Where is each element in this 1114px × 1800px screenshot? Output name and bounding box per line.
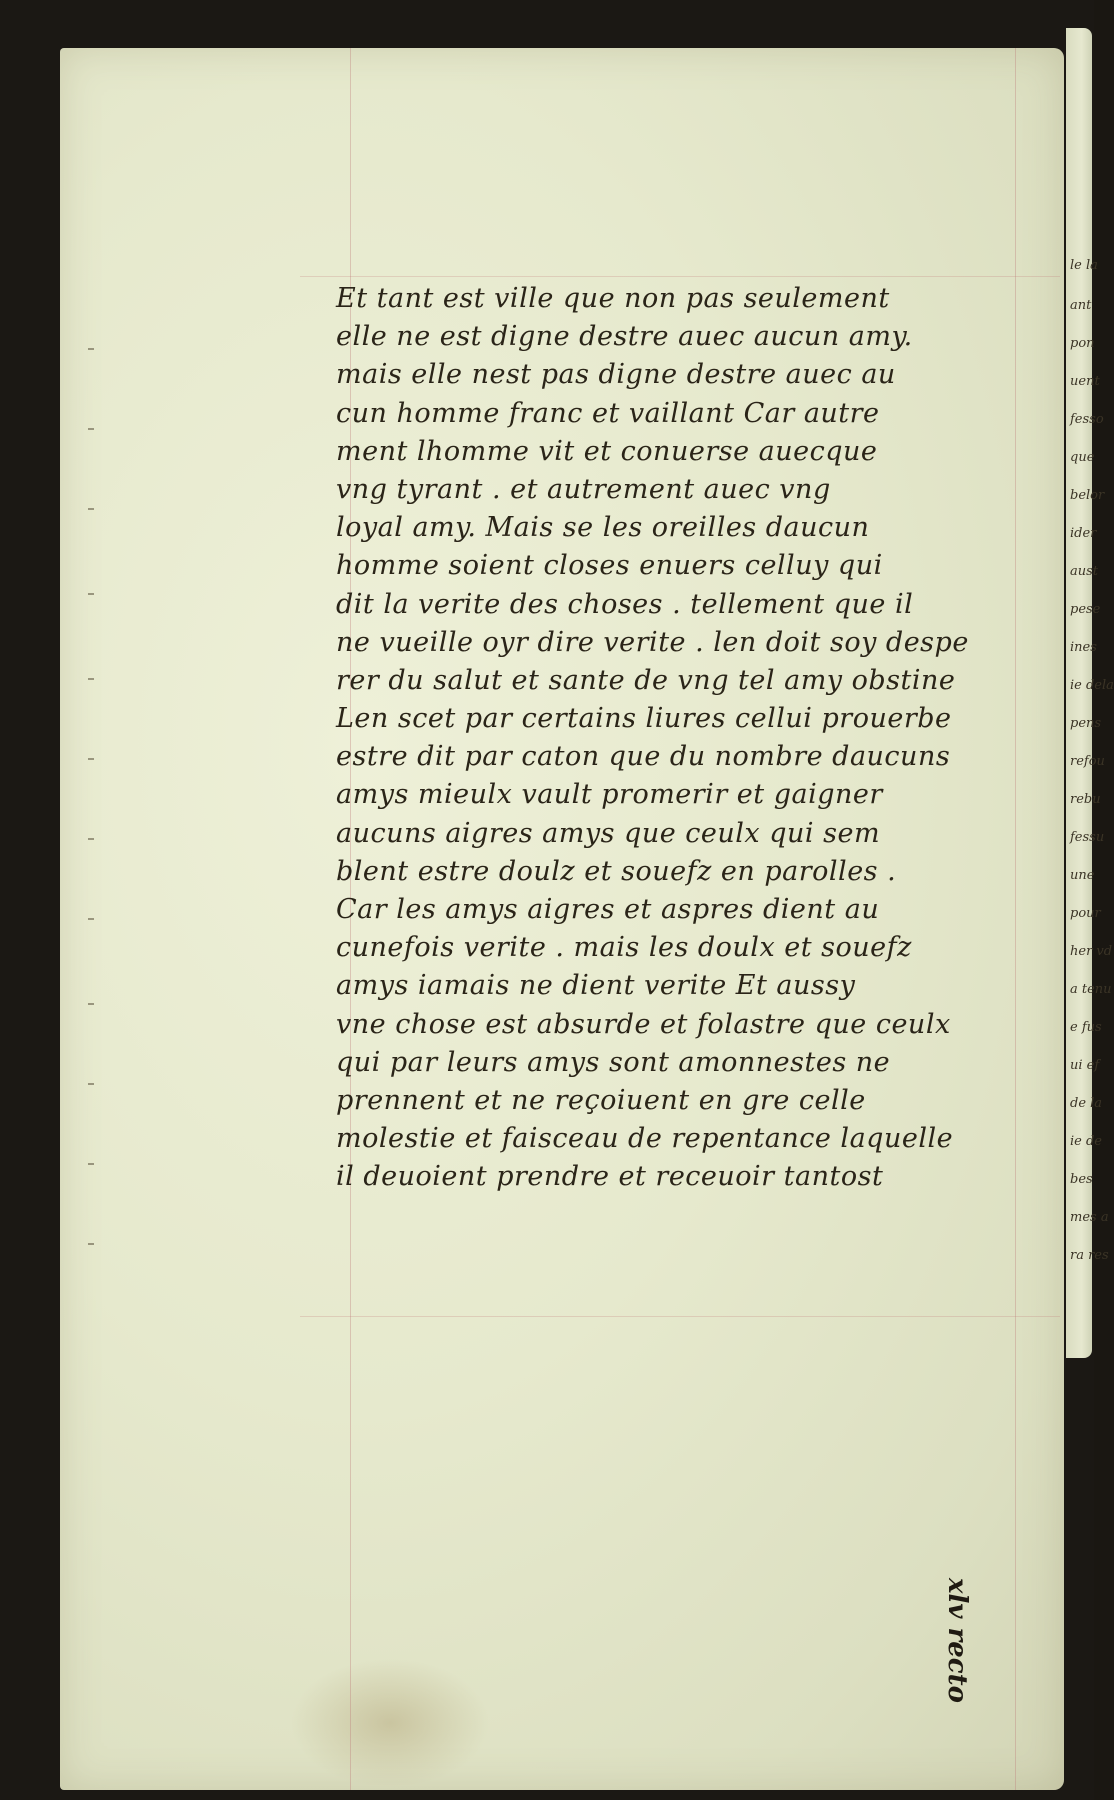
text-line: Len scet par certains liures cellui prouerbe xyxy=(336,703,952,735)
pricking-mark xyxy=(88,428,94,430)
text-line: il deuoient prendre et receuoir tantost xyxy=(336,1161,884,1193)
adjacent-leaf-fragment: bes xyxy=(1070,1172,1093,1187)
adjacent-leaf-fragment: fesso xyxy=(1070,412,1104,427)
text-line: loyal amy. Mais se les oreilles daucun xyxy=(336,512,870,544)
adjacent-leaf-fragment: mes a xyxy=(1070,1210,1109,1225)
manuscript-page xyxy=(60,48,1064,1790)
adjacent-leaf-fragment: pour xyxy=(1070,906,1101,921)
adjacent-leaf-fragment: pese xyxy=(1070,602,1101,617)
adjacent-leaf-fragment: ui ef xyxy=(1070,1058,1100,1073)
ruling-line-top xyxy=(300,276,1060,277)
adjacent-leaf-fragment: a tenu xyxy=(1070,982,1112,997)
adjacent-leaf-fragment: rebu xyxy=(1070,792,1101,807)
folio-number: xlv recto xyxy=(942,1578,972,1703)
pricking-mark xyxy=(88,918,94,920)
adjacent-leaf-fragment: pon xyxy=(1070,336,1095,351)
pricking-mark xyxy=(88,593,94,595)
text-line: blent estre doulz et souefz en parolles . xyxy=(336,855,897,887)
adjacent-leaf-fragment: belor xyxy=(1070,488,1105,503)
pricking-mark xyxy=(88,1003,94,1005)
text-line: aucuns aigres amys que ceulx qui sem xyxy=(336,817,881,849)
text-line: molestie et faisceau de repentance laquelle xyxy=(336,1123,954,1155)
adjacent-leaf-fragment: e fus xyxy=(1070,1020,1102,1035)
ruling-line-bottom xyxy=(300,1316,1060,1317)
text-line: cunefois verite . mais les doulx et souefz xyxy=(336,932,912,964)
text-block xyxy=(336,280,1076,1197)
adjacent-leaf-fragment: ie de xyxy=(1070,1134,1102,1149)
text-line: homme soient closes enuers celluy qui xyxy=(336,550,883,582)
adjacent-leaf-fragment: de la xyxy=(1070,1096,1103,1111)
adjacent-leaf-fragment: une xyxy=(1070,868,1095,883)
water-stain xyxy=(290,1658,490,1788)
adjacent-leaf-fragment: aust xyxy=(1070,564,1099,579)
pricking-mark xyxy=(88,1243,94,1245)
text-line: estre dit par caton que du nombre daucuns xyxy=(336,741,951,773)
text-line: Et tant est ville que non pas seulement xyxy=(336,283,890,314)
adjacent-leaf-fragment: pens xyxy=(1070,716,1102,731)
adjacent-leaf-fragment: ant xyxy=(1070,298,1092,313)
adjacent-leaf-fragment: her vd xyxy=(1070,944,1113,959)
text-line: rer du salut et sante de vng tel amy obstine xyxy=(336,664,956,696)
adjacent-leaf-fragment: ie dela xyxy=(1070,678,1114,693)
pricking-mark xyxy=(88,838,94,840)
text-line: mais elle nest pas digne destre auec au xyxy=(336,359,896,391)
pricking-mark xyxy=(88,1163,94,1165)
pricking-mark xyxy=(88,758,94,760)
text-line: vng tyrant . et autrement auec vng xyxy=(336,473,831,505)
pricking-mark xyxy=(88,348,94,350)
text-line: vne chose est absurde et folastre que ceulx xyxy=(336,1008,951,1040)
pricking-mark xyxy=(88,1083,94,1085)
text-line: ne vueille oyr dire verite . len doit soy despe xyxy=(336,626,969,658)
adjacent-leaf-fragment: refou xyxy=(1070,754,1105,769)
text-line: qui par leurs amys sont amonnestes ne xyxy=(336,1046,891,1078)
text-line: elle ne est digne destre auec aucun amy. xyxy=(336,321,913,353)
adjacent-leaf-fragment: le la xyxy=(1070,258,1098,273)
adjacent-leaf-fragment: ra res xyxy=(1070,1248,1109,1263)
adjacent-leaf-fragment: uent xyxy=(1070,374,1100,389)
text-line: ment lhomme vit et conuerse auecque xyxy=(336,435,878,467)
text-line: dit la verite des choses . tellement que il xyxy=(336,588,914,620)
text-line: amys mieulx vault promerir et gaigner xyxy=(336,779,883,811)
adjacent-leaf-fragment: ider xyxy=(1070,526,1097,541)
adjacent-leaf-fragment: que xyxy=(1070,450,1095,465)
text-line: prennent et ne reçoiuent en gre celle xyxy=(336,1084,866,1116)
text-line: cun homme franc et vaillant Car autre xyxy=(336,397,880,429)
text-line: Car les amys aigres et aspres dient au xyxy=(336,894,880,925)
text-line: amys iamais ne dient verite Et aussy xyxy=(336,970,856,1002)
pricking-mark xyxy=(88,678,94,680)
adjacent-leaf-fragment: fessu xyxy=(1070,830,1105,845)
adjacent-leaf-fragment: ines xyxy=(1070,640,1097,655)
pricking-mark xyxy=(88,508,94,510)
